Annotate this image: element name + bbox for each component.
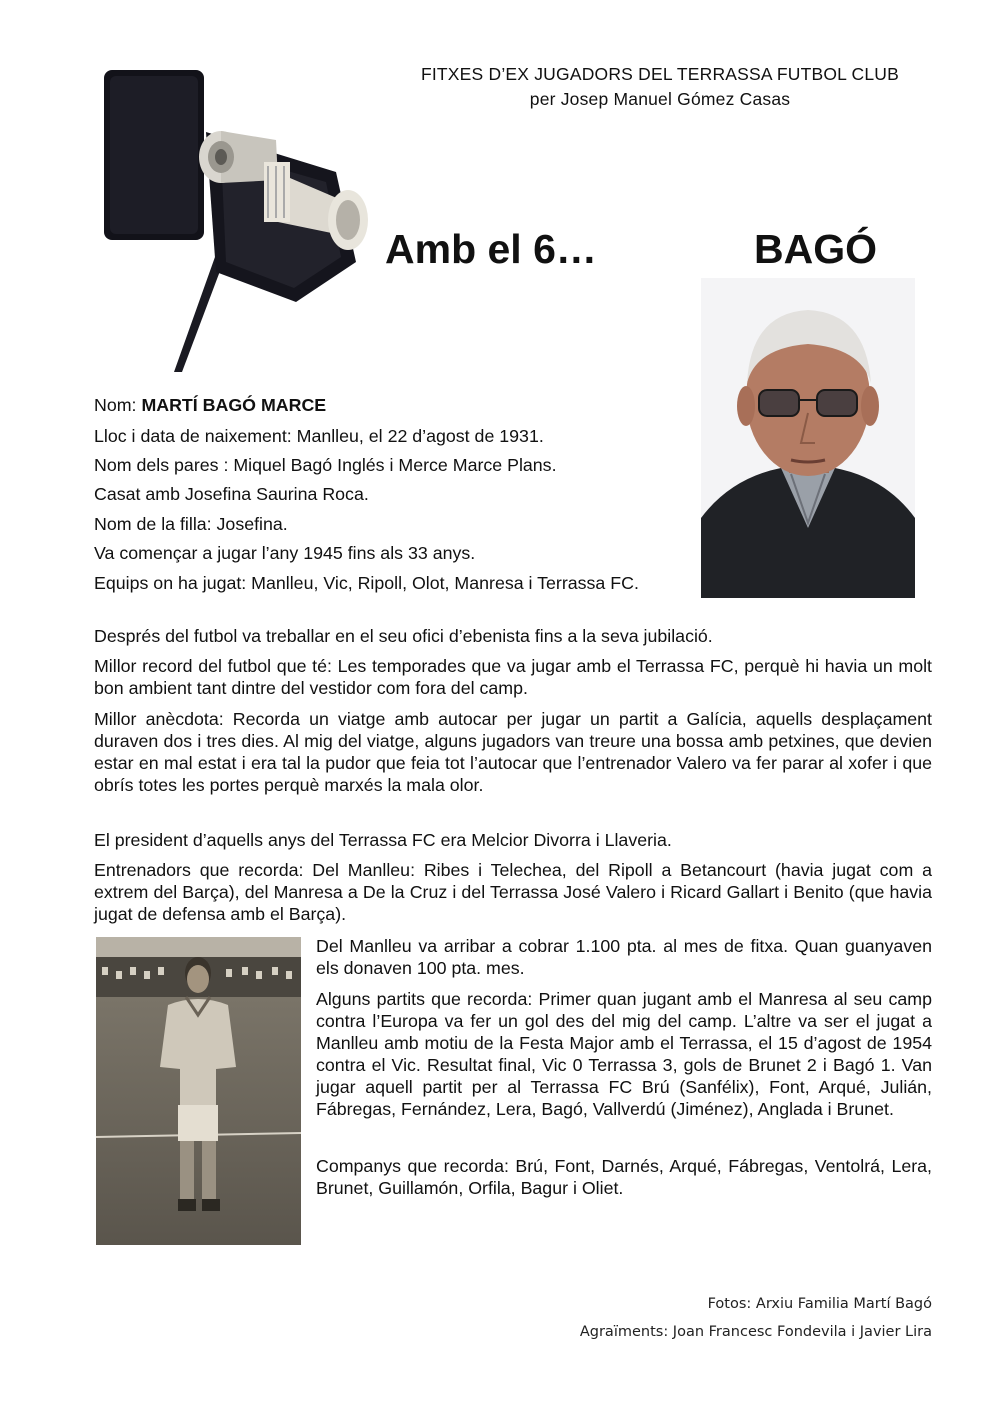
bio-president: El president d’aquells anys del Terrassa FC era Melcior Divorra i Llaveria. xyxy=(94,830,672,850)
bio-anecdote: Millor anècdota: Recorda un viatge amb autocar per jugar un partit a Galícia, aquells desplaçament duraven dos i tres dies. Al mig del viatge, alguns jugadors van treure una bossa amb petxines, que devien estar en mal estat i era tal la pudor que feia tot l’autocar que l’entrenador Valero va fer parar al xofer i que obrís totes les portes perquè marxés la mala olor. xyxy=(94,709,932,795)
vintage-player-photo xyxy=(96,937,301,1245)
bio-best-memory: Millor record del futbol que té: Les temporades que va jugar amb el Terrassa FC, perquè hi havia un molt bon ambient tant dintre del vestidor com fora del camp. xyxy=(94,656,932,698)
bio-matches: Alguns partits que recorda: Primer quan jugant amb el Manresa al seu camp contra l’Europa va fer un gol des del mig del camp. L’altre va ser el jugat a Manlleu amb motiu de la Festa Major amb el Terrassa, el 15 d’agost de 1954 contra el Vic. Resultat final, Vic 0 Terrassa 3, gols de Brunet 2 i Bagó 1. Van jugar aquell partit per al Terrassa FC Brú (Sanfélix), Font, Arqué, Julián, Fábregas, Fernández, Lera, Bagó, Vallverdú (Jiménez), Anglada i Brunet. xyxy=(316,989,932,1119)
portrait-photo xyxy=(701,278,915,598)
title-player-name: BAGÓ xyxy=(754,226,877,272)
bio-after-football: Després del futbol va treballar en el seu ofici d’ebenista fins a la seva jubilació. xyxy=(94,626,713,646)
bio-married: Casat amb Josefina Saurina Roca. xyxy=(94,484,369,504)
header-series-title: FITXES D’EX JUGADORS DEL TERRASSA FUTBOL CLUB xyxy=(420,64,900,84)
title-number: Amb el 6… xyxy=(385,226,597,272)
bio-parents: Nom dels pares : Miquel Bagó Inglés i Merce Marce Plans. xyxy=(94,455,557,475)
bio-name-value: MARTÍ BAGÓ MARCE xyxy=(141,395,327,415)
bio-teammates: Companys que recorda: Brú, Font, Darnés, Arqué, Fábregas, Ventolrá, Lera, Brunet, Guillamón, Orfila, Bagur i Oliet. xyxy=(316,1156,932,1198)
credits-photos: Fotos: Arxiu Familia Martí Bagó xyxy=(707,1296,932,1312)
loudspeaker-photo xyxy=(96,62,376,372)
bio-birth: Lloc i data de naixement: Manlleu, el 22 d’agost de 1931. xyxy=(94,426,544,446)
bio-teams: Equips on ha jugat: Manlleu, Vic, Ripoll, Olot, Manresa i Terrassa FC. xyxy=(94,573,639,593)
bio-name xyxy=(94,394,686,416)
bio-coaches: Entrenadors que recorda: Del Manlleu: Ribes i Telechea, del Ripoll a Betancourt (havia jugat com a extrem del Barça), del Manresa a De la Cruz i del Terrassa José Valero i Ricard Gallart i Benito (que havia jugat de defensa amb el Barça). xyxy=(94,860,932,924)
bio-daughter: Nom de la filla: Josefina. xyxy=(94,514,288,534)
bio-salary: Del Manlleu va arribar a cobrar 1.100 pta. al mes de fitxa. Quan guanyaven els donaven 100 pta. mes. xyxy=(316,936,932,978)
credits-thanks: Agraïments: Joan Francesc Fondevila i Javier Lira xyxy=(579,1324,932,1340)
bio-name-label: Nom: xyxy=(94,395,142,415)
bio-started: Va començar a jugar l’any 1945 fins als 33 anys. xyxy=(94,543,476,563)
header-author: per Josep Manuel Gómez Casas xyxy=(529,89,791,109)
